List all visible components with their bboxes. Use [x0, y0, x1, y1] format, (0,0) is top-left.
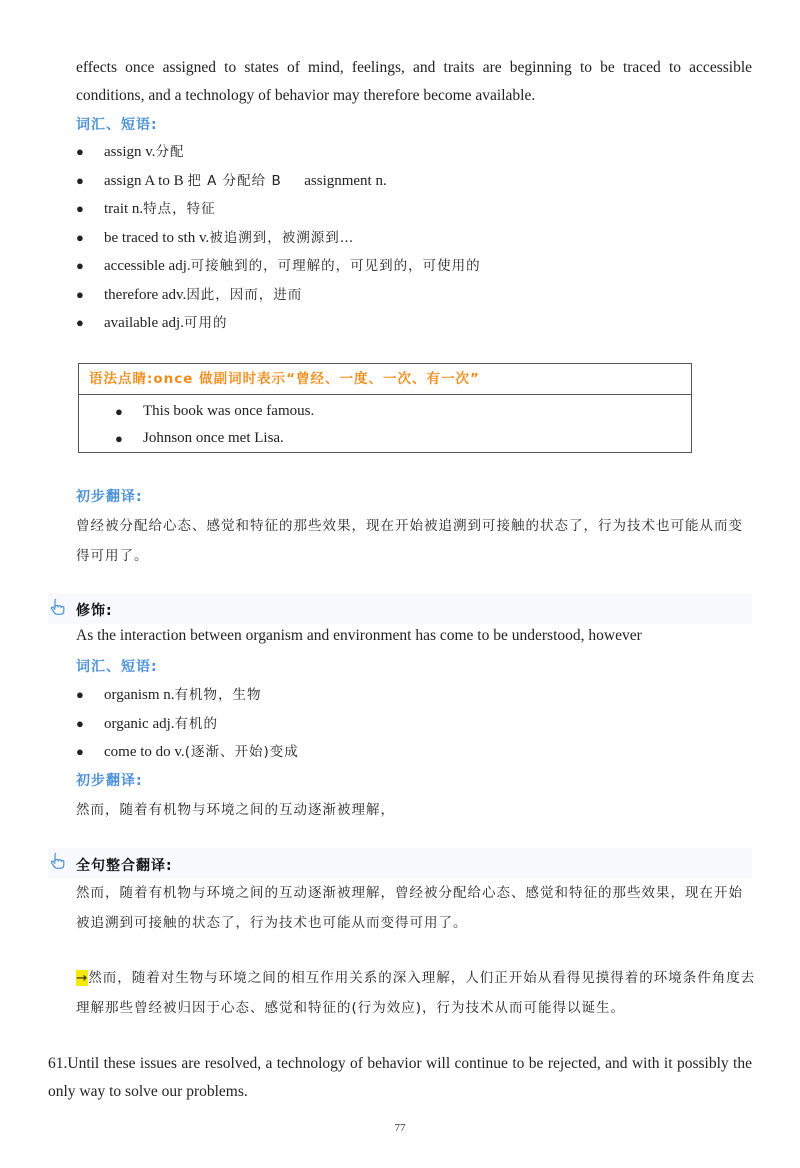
list-item: ● organism n.有机物，生物 — [76, 687, 262, 703]
list-item: ● be traced to sth v.被追溯到，被溯源到… — [76, 229, 355, 246]
prelim-translation: 然而，随着有机物与环境之间的互动逐渐被理解， — [76, 802, 395, 818]
polished-translation-block — [76, 963, 756, 1023]
list-item: ● therefore adv.因此，因而，进而 — [76, 286, 303, 303]
modifier-sentence: As the interaction between organism and environment has come to be understood, however — [76, 627, 642, 644]
full-translation-title: 全句整合翻译: — [76, 858, 173, 874]
vocab-label: 词汇、短语: — [76, 659, 158, 675]
polished-translation: 然而，随着对生物与环境之间的相互作用关系的深入理解，人们正开始从看得见摸得着的环境条件角度去理解那些曾经被归因于心态、感觉和特征的(行为效应)，行为技术从而可能得以诞生。 — [76, 970, 756, 1016]
list-item: ● organic adj.有机的 — [76, 715, 219, 732]
page-number: 77 — [394, 1122, 406, 1134]
list-item: ● available adj.可用的 — [76, 315, 228, 331]
list-item: ● Johnson once met Lisa. — [115, 430, 284, 446]
list-item: ● This book was once famous. — [115, 403, 315, 419]
arrow-highlight: → — [76, 970, 89, 986]
section-band — [48, 594, 752, 624]
modifier-title: 修饰: — [76, 603, 113, 619]
grammar-box-title: 语法点睛:once 做副词时表示“曾经、一度、一次、有一次” — [79, 364, 691, 395]
list-item: ● trait n.特点，特征 — [76, 201, 216, 217]
grammar-examples — [79, 395, 691, 452]
vocab-label: 词汇、短语: — [76, 117, 158, 133]
list-item: ● come to do v.(逐渐、开始)变成 — [76, 744, 299, 760]
prelim-label: 初步翻译: — [76, 489, 143, 505]
list-item: ● assign v.分配 — [76, 144, 185, 160]
list-item: ● accessible adj.可接触到的，可理解的，可见到的，可使用的 — [76, 258, 481, 274]
intro-paragraph: effects once assigned to states of mind, feelings, and traits are beginning to be traced to accessible conditions, and a technology of behavior may therefore become available. — [76, 59, 752, 104]
prelim-translation: 曾经被分配给心态、感觉和特征的那些效果，现在开始被追溯到可接触的状态了，行为技术也可能从而变得可用了。 — [76, 518, 743, 564]
vocab-list-2 — [76, 681, 299, 767]
list-item: ● assign A to B 把 A 分配给 B assignment n. — [76, 172, 387, 189]
prelim-label: 初步翻译: — [76, 773, 143, 789]
vocab-list-1 — [76, 138, 481, 338]
hand-pointer-icon — [48, 852, 66, 870]
grammar-box — [78, 363, 692, 453]
full-translation: 然而，随着有机物与环境之间的互动逐渐被理解，曾经被分配给心态、感觉和特征的那些效果，现在开始被追溯到可接触的状态了，行为技术也可能从而变得可用了。 — [76, 885, 743, 931]
hand-pointer-icon — [48, 598, 66, 616]
next-paragraph: 61.Until these issues are resolved, a technology of behavior will continue to be rejected, and with it possibly the only way to solve our problems. — [48, 1055, 752, 1100]
